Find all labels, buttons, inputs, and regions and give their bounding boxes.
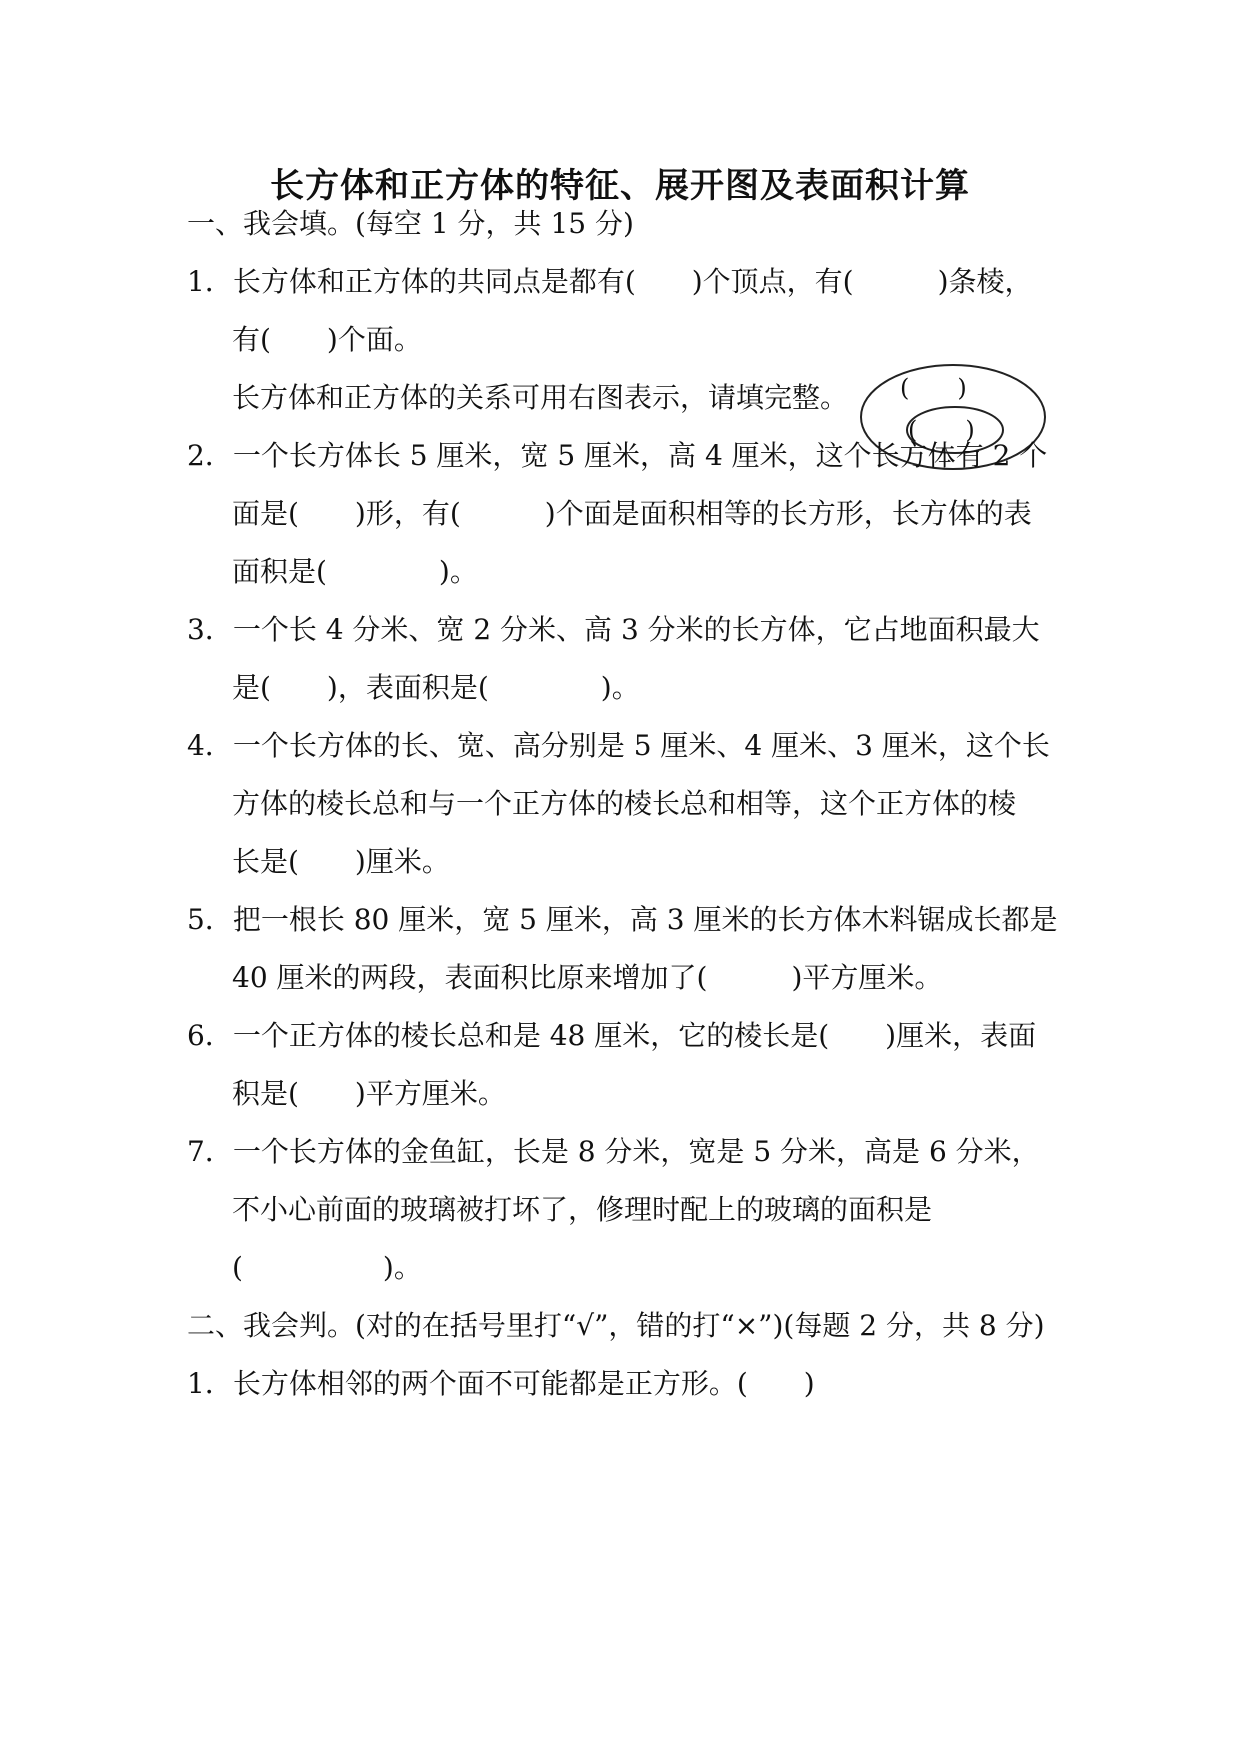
question-6-line-2: 积是( )平方厘米。 bbox=[232, 1077, 506, 1110]
question-3-line-1: 3．一个长 4 分米、宽 2 分米、高 3 分米的长方体，它占地面积最大 bbox=[187, 613, 1040, 646]
venn-inner-label: ( ) bbox=[908, 416, 975, 444]
question-4-line-3: 长是( )厘米。 bbox=[232, 845, 450, 878]
question-4-line-2: 方体的棱长总和与一个正方体的棱长总和相等，这个正方体的棱 bbox=[232, 787, 1017, 820]
question-2-line-2: 面是( )形，有( )个面是面积相等的长方形，长方体的表 bbox=[232, 497, 1032, 530]
question-6-line-1: 6．一个正方体的棱长总和是 48 厘米，它的棱长是( )厘米，表面 bbox=[187, 1019, 1037, 1052]
question-7-line-1: 7．一个长方体的金鱼缸，长是 8 分米，宽是 5 分米，高是 6 分米， bbox=[187, 1135, 1040, 1168]
section-2-question-1: 1．长方体相邻的两个面不可能都是正方形。( ) bbox=[187, 1367, 815, 1400]
question-7-line-3: ( )。 bbox=[232, 1251, 422, 1284]
question-2-line-3: 面积是( )。 bbox=[232, 555, 478, 588]
section-1-heading: 一、我会填。(每空 1 分，共 15 分) bbox=[187, 207, 634, 240]
question-7-line-2: 不小心前面的玻璃被打坏了，修理时配上的玻璃的面积是 bbox=[232, 1193, 933, 1226]
venn-outer-label: ( ) bbox=[900, 374, 967, 402]
question-1-line-3: 长方体和正方体的关系可用右图表示，请填完整。 bbox=[232, 381, 849, 414]
section-2-heading: 二、我会判。(对的在括号里打“√”，错的打“×”)(每题 2 分，共 8 分) bbox=[187, 1309, 1045, 1342]
question-3-line-2: 是( )，表面积是( )。 bbox=[232, 671, 640, 704]
question-1-line-2: 有( )个面。 bbox=[232, 323, 422, 356]
question-5-line-1: 5．把一根长 80 厘米，宽 5 厘米，高 3 厘米的长方体木料锯成长都是 bbox=[187, 903, 1058, 936]
page-title: 长方体和正方体的特征、展开图及表面积计算 bbox=[270, 166, 970, 206]
question-1-line-1: 1．长方体和正方体的共同点是都有( )个顶点，有( )条棱， bbox=[187, 265, 1033, 298]
question-2-line-1: 2．一个长方体长 5 厘米，宽 5 厘米，高 4 厘米，这个长方体有 2 个 bbox=[187, 439, 1048, 472]
question-4-line-1: 4．一个长方体的长、宽、高分别是 5 厘米、4 厘米、3 厘米，这个长 bbox=[187, 729, 1050, 762]
question-5-line-2: 40 厘米的两段，表面积比原来增加了( )平方厘米。 bbox=[232, 961, 943, 994]
